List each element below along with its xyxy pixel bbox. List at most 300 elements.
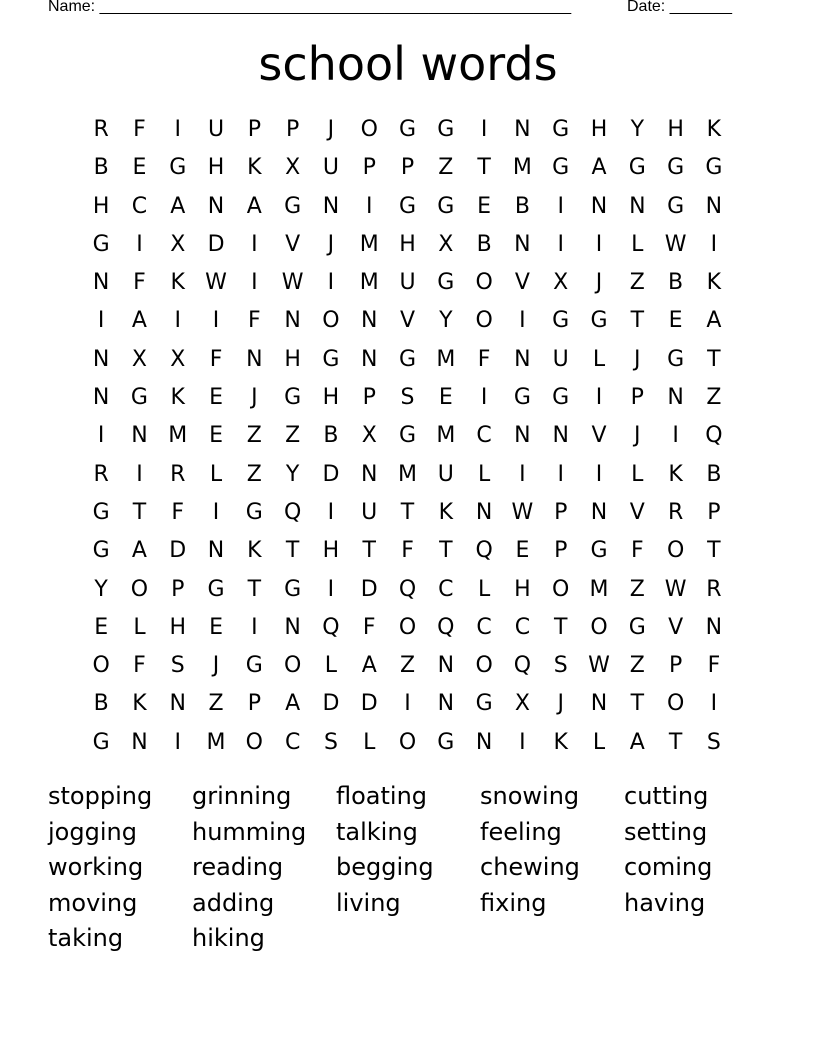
grid-letter[interactable]: N — [590, 499, 608, 525]
grid-letter[interactable]: S — [170, 653, 185, 679]
grid-letter[interactable]: F — [171, 499, 185, 525]
grid-letter[interactable]: I — [480, 385, 488, 411]
grid-letter[interactable]: G — [92, 499, 110, 525]
grid-letter[interactable]: E — [132, 155, 147, 181]
grid-letter[interactable]: B — [323, 423, 339, 449]
grid-letter[interactable]: U — [207, 117, 225, 142]
grid-letter[interactable]: D — [322, 461, 340, 487]
grid-letter[interactable]: V — [629, 499, 645, 525]
grid-letter[interactable]: E — [209, 614, 223, 640]
grid-letter[interactable]: T — [247, 576, 262, 602]
grid-letter[interactable]: Q — [705, 423, 723, 449]
grid-letter[interactable]: N — [514, 346, 531, 372]
grid-letter[interactable]: W — [664, 576, 687, 602]
grid-letter[interactable]: H — [399, 231, 416, 257]
grid-letter[interactable]: U — [552, 346, 569, 372]
grid-letter[interactable]: I — [327, 576, 335, 602]
grid-letter[interactable]: O — [590, 614, 608, 640]
grid-letter[interactable]: P — [554, 538, 568, 564]
grid-letter[interactable]: G — [437, 117, 455, 142]
grid-letter[interactable]: O — [283, 653, 302, 679]
grid-letter[interactable]: K — [668, 461, 683, 487]
grid-letter[interactable]: F — [133, 270, 146, 296]
grid-letter[interactable]: O — [666, 691, 685, 717]
grid-letter[interactable]: E — [209, 423, 223, 449]
grid-letter[interactable]: N — [667, 385, 684, 411]
grid-letter[interactable]: Q — [437, 614, 455, 640]
grid-letter[interactable]: S — [323, 729, 338, 755]
grid-letter[interactable]: F — [248, 308, 261, 334]
grid-letter[interactable]: U — [399, 270, 416, 296]
grid-letter[interactable]: N — [246, 346, 263, 372]
grid-letter[interactable]: I — [519, 729, 526, 755]
grid-letter[interactable]: R — [170, 461, 186, 487]
grid-letter[interactable]: D — [169, 538, 187, 564]
grid-letter[interactable]: S — [706, 729, 721, 755]
grid-letter[interactable]: G — [437, 729, 455, 755]
grid-letter[interactable]: G — [552, 117, 570, 142]
grid-letter[interactable]: A — [285, 691, 301, 717]
grid-letter[interactable]: O — [475, 308, 493, 334]
grid-letter[interactable]: X — [514, 691, 530, 717]
grid-letter[interactable]: L — [363, 729, 376, 755]
grid-letter[interactable]: I — [212, 308, 220, 334]
grid-letter[interactable]: G — [667, 346, 685, 372]
grid-letter[interactable]: K — [706, 270, 722, 296]
grid-letter[interactable]: C — [438, 576, 454, 602]
grid-letter[interactable]: N — [705, 614, 723, 640]
grid-letter[interactable]: B — [706, 461, 722, 487]
grid-letter[interactable]: V — [514, 270, 530, 296]
grid-letter[interactable]: G — [284, 193, 302, 219]
grid-letter[interactable]: N — [590, 691, 608, 717]
grid-letter[interactable]: X — [285, 155, 301, 181]
word-list-item: humming — [192, 817, 307, 846]
grid-letter[interactable]: K — [438, 499, 454, 525]
grid-letter[interactable]: I — [480, 117, 488, 142]
grid-letter[interactable]: N — [705, 193, 723, 219]
grid-letter[interactable]: U — [361, 499, 378, 525]
grid-letter[interactable]: N — [284, 308, 301, 334]
grid-letter[interactable]: Z — [629, 576, 645, 602]
grid-letter[interactable]: G — [398, 117, 417, 142]
grid-letter[interactable]: A — [361, 653, 377, 679]
grid-letter[interactable]: N — [284, 614, 301, 640]
grid-letter[interactable]: N — [475, 729, 493, 755]
grid-letter[interactable]: H — [169, 614, 187, 640]
grid-letter[interactable]: I — [136, 231, 143, 257]
grid-letter[interactable]: H — [207, 155, 225, 181]
grid-letter[interactable]: P — [668, 653, 683, 679]
grid-letter[interactable]: Q — [513, 653, 532, 679]
grid-letter[interactable]: N — [437, 653, 455, 679]
grid-letter[interactable]: R — [706, 576, 722, 602]
grid-letter[interactable]: Y — [285, 461, 300, 487]
grid-letter[interactable]: D — [360, 576, 378, 602]
grid-letter[interactable]: P — [171, 576, 185, 602]
grid-letter[interactable]: I — [519, 308, 526, 334]
grid-letter[interactable]: E — [209, 385, 223, 411]
grid-letter[interactable]: J — [251, 385, 258, 411]
grid-letter[interactable]: Z — [246, 461, 262, 487]
grid-letter[interactable]: G — [284, 576, 302, 602]
grid-letter[interactable]: J — [212, 653, 220, 679]
grid-letter[interactable]: Y — [630, 117, 645, 142]
grid-letter[interactable]: F — [209, 346, 223, 372]
grid-letter[interactable]: Z — [629, 270, 645, 296]
grid-letter[interactable]: G — [169, 155, 187, 181]
grid-letter[interactable]: Z — [706, 385, 722, 411]
grid-letter[interactable]: G — [92, 729, 110, 755]
word-list-item: fixing — [480, 888, 547, 917]
grid-letter[interactable]: I — [595, 385, 603, 411]
grid-letter[interactable]: L — [592, 729, 606, 755]
grid-letter[interactable]: P — [285, 117, 300, 142]
grid-letter[interactable]: C — [476, 423, 492, 449]
grid-letter[interactable]: H — [590, 117, 608, 142]
grid-letter[interactable]: J — [327, 231, 335, 257]
grid-letter[interactable]: C — [131, 193, 148, 219]
grid-letter[interactable]: I — [557, 231, 564, 257]
grid-letter[interactable]: K — [706, 117, 722, 142]
grid-letter[interactable]: X — [170, 231, 186, 257]
grid-letter[interactable]: I — [672, 423, 679, 449]
grid-letter[interactable]: F — [133, 117, 146, 142]
grid-letter[interactable]: M — [436, 423, 456, 449]
grid-letter[interactable]: H — [667, 117, 684, 142]
grid-letter[interactable]: K — [170, 270, 185, 296]
grid-letter[interactable]: N — [92, 385, 110, 411]
grid-letter[interactable]: E — [515, 538, 530, 564]
grid-letter[interactable]: I — [557, 193, 564, 219]
grid-letter[interactable]: Z — [438, 155, 454, 181]
grid-letter[interactable]: O — [92, 653, 110, 679]
grid-letter[interactable]: M — [589, 576, 609, 602]
grid-letter[interactable]: Q — [322, 614, 340, 640]
name-field[interactable] — [48, 0, 571, 16]
grid-letter[interactable]: I — [251, 231, 258, 257]
grid-letter[interactable]: Z — [629, 653, 645, 679]
grid-letter[interactable]: E — [438, 385, 453, 411]
grid-letter[interactable]: P — [362, 385, 376, 411]
grid-letter[interactable]: J — [595, 270, 603, 296]
grid-letter[interactable]: V — [285, 231, 301, 257]
grid-letter[interactable]: G — [590, 308, 608, 334]
name-label: Name: — [48, 0, 96, 15]
grid-letter[interactable]: J — [557, 691, 564, 717]
grid-letter[interactable]: N — [169, 691, 186, 717]
grid-letter[interactable]: X — [438, 231, 454, 257]
grid-letter[interactable]: U — [437, 461, 454, 487]
grid-letter[interactable]: K — [247, 538, 262, 564]
grid-letter[interactable]: W — [281, 270, 304, 296]
grid-letter[interactable]: G — [92, 538, 110, 564]
grid-letter[interactable]: I — [212, 499, 220, 525]
grid-letter[interactable]: I — [557, 461, 564, 487]
grid-letter[interactable]: O — [360, 117, 378, 142]
grid-letter[interactable]: M — [436, 346, 456, 372]
word-list-item: snowing — [480, 782, 580, 810]
grid-letter[interactable]: T — [707, 346, 721, 372]
grid-letter[interactable]: G — [398, 423, 417, 449]
grid-letter[interactable]: G — [552, 155, 570, 181]
grid-letter[interactable]: G — [667, 155, 685, 181]
grid-letter[interactable]: T — [132, 499, 147, 525]
grid-letter[interactable]: U — [322, 155, 339, 181]
grid-letter[interactable]: X — [361, 423, 377, 449]
grid-letter[interactable]: T — [630, 691, 645, 717]
grid-letter[interactable]: B — [668, 270, 684, 296]
grid-letter[interactable]: P — [707, 499, 721, 525]
grid-letter[interactable]: E — [668, 308, 683, 334]
grid-letter[interactable]: X — [553, 270, 569, 296]
grid-letter[interactable]: Z — [246, 423, 262, 449]
grid-letter[interactable]: O — [666, 538, 685, 564]
grid-letter[interactable]: A — [706, 308, 722, 334]
grid-letter[interactable]: A — [629, 729, 645, 755]
grid-letter[interactable]: O — [398, 614, 417, 640]
grid-letter[interactable]: J — [327, 117, 335, 142]
name-blank[interactable]: _____________________________________________________ — [99, 0, 572, 15]
grid-letter[interactable]: Q — [398, 576, 417, 602]
grid-letter[interactable]: B — [93, 155, 109, 181]
grid-letter[interactable]: I — [97, 423, 105, 449]
grid-letter[interactable]: Z — [399, 653, 416, 679]
grid-letter[interactable]: L — [477, 576, 491, 602]
grid-letter[interactable]: P — [630, 385, 644, 411]
grid-letter[interactable]: D — [207, 231, 225, 257]
grid-letter[interactable]: L — [477, 461, 491, 487]
grid-letter[interactable]: V — [399, 308, 416, 334]
grid-letter[interactable]: B — [514, 193, 530, 219]
grid-letter[interactable]: R — [667, 499, 684, 525]
grid-letter[interactable]: D — [360, 691, 378, 717]
grid-letter[interactable]: L — [592, 346, 606, 372]
word-list-item: moving — [48, 888, 138, 917]
grid-letter[interactable]: C — [284, 729, 301, 755]
grid-letter[interactable]: C — [476, 614, 492, 640]
grid-letter[interactable]: N — [207, 538, 225, 564]
grid-letter[interactable]: H — [322, 385, 340, 411]
grid-letter[interactable]: G — [207, 576, 225, 602]
grid-letter[interactable]: N — [629, 193, 646, 219]
grid-letter[interactable]: M — [359, 231, 379, 257]
grid-letter[interactable]: N — [514, 423, 531, 449]
grid-letter[interactable]: I — [595, 461, 603, 487]
grid-letter[interactable]: S — [400, 385, 415, 411]
grid-letter[interactable]: G — [552, 308, 570, 334]
grid-letter[interactable]: N — [322, 193, 340, 219]
grid-letter[interactable]: G — [245, 499, 263, 525]
grid-letter[interactable]: G — [590, 538, 608, 564]
grid-letter[interactable]: L — [209, 461, 223, 487]
grid-letter[interactable]: F — [133, 653, 146, 679]
grid-letter[interactable]: G — [705, 155, 723, 181]
grid-letter[interactable]: N — [92, 346, 110, 372]
grid-letter[interactable]: N — [92, 270, 110, 296]
grid-letter[interactable]: I — [251, 614, 258, 640]
grid-letter[interactable]: T — [400, 499, 415, 525]
grid-letter[interactable]: W — [588, 653, 610, 679]
grid-letter[interactable]: Y — [439, 308, 453, 334]
grid-letter[interactable]: L — [631, 461, 644, 487]
grid-letter[interactable]: X — [131, 346, 147, 372]
grid-letter[interactable]: O — [130, 576, 149, 602]
grid-letter[interactable]: N — [590, 193, 608, 219]
grid-letter[interactable]: M — [168, 423, 188, 449]
grid-letter[interactable]: K — [170, 385, 185, 411]
grid-letter[interactable]: M — [398, 461, 418, 487]
grid-letter[interactable]: M — [512, 155, 532, 181]
grid-letter[interactable]: I — [595, 231, 603, 257]
grid-letter[interactable]: A — [131, 538, 147, 564]
grid-letter[interactable]: H — [322, 538, 340, 564]
grid-letter[interactable]: X — [170, 346, 186, 372]
grid-letter[interactable]: A — [131, 308, 147, 334]
grid-letter[interactable]: I — [97, 308, 105, 334]
grid-letter[interactable]: I — [174, 729, 181, 755]
grid-letter[interactable]: I — [519, 461, 526, 487]
date-field[interactable] — [627, 0, 732, 16]
grid-letter[interactable]: W — [205, 270, 227, 296]
word-list-item: jogging — [48, 817, 137, 846]
grid-letter[interactable]: G — [475, 691, 493, 717]
grid-letter[interactable]: H — [514, 576, 531, 602]
grid-letter[interactable]: N — [437, 691, 455, 717]
grid-letter[interactable]: E — [477, 193, 492, 219]
grid-letter[interactable]: I — [251, 270, 258, 296]
grid-letter[interactable]: C — [514, 614, 531, 640]
grid-letter[interactable]: J — [634, 346, 641, 372]
grid-letter[interactable]: G — [245, 653, 263, 679]
grid-letter[interactable]: G — [284, 385, 302, 411]
grid-letter[interactable]: G — [398, 346, 417, 372]
grid-letter[interactable]: T — [439, 538, 453, 564]
grid-letter[interactable]: G — [437, 193, 455, 219]
grid-letter[interactable]: G — [628, 614, 646, 640]
grid-letter[interactable]: W — [664, 231, 687, 257]
grid-letter[interactable]: T — [477, 155, 491, 181]
grid-letter[interactable]: I — [136, 461, 143, 487]
grid-letter[interactable]: N — [131, 729, 148, 755]
grid-letter[interactable]: G — [628, 155, 646, 181]
grid-letter[interactable]: G — [92, 231, 110, 257]
grid-letter[interactable]: A — [170, 193, 186, 219]
grid-letter[interactable]: A — [246, 193, 262, 219]
grid-letter[interactable]: T — [285, 538, 300, 564]
grid-letter[interactable]: K — [247, 155, 262, 181]
grid-letter[interactable]: Z — [285, 423, 301, 449]
grid-letter[interactable]: L — [324, 653, 338, 679]
grid-letter[interactable]: S — [553, 653, 568, 679]
grid-letter[interactable]: V — [668, 614, 684, 640]
grid-letter[interactable]: I — [404, 691, 411, 717]
grid-letter[interactable]: N — [475, 499, 493, 525]
grid-letter[interactable]: G — [130, 385, 148, 411]
grid-letter[interactable]: G — [552, 385, 570, 411]
grid-letter[interactable]: I — [174, 308, 181, 334]
grid-letter[interactable]: N — [552, 423, 569, 449]
grid-letter[interactable]: A — [591, 155, 607, 181]
grid-letter[interactable]: K — [132, 691, 147, 717]
grid-letter[interactable]: T — [553, 614, 568, 640]
grid-letter[interactable]: H — [92, 193, 110, 219]
grid-letter[interactable]: I — [327, 270, 335, 296]
grid-letter[interactable]: O — [398, 729, 417, 755]
grid-letter[interactable]: F — [630, 538, 644, 564]
grid-letter[interactable]: G — [667, 193, 685, 219]
grid-letter[interactable]: K — [553, 729, 568, 755]
grid-letter[interactable]: E — [94, 614, 109, 640]
grid-letter[interactable]: Y — [94, 576, 108, 602]
grid-letter[interactable]: L — [631, 231, 644, 257]
grid-letter[interactable]: G — [322, 346, 340, 372]
grid-letter[interactable]: L — [133, 614, 146, 640]
grid-letter[interactable]: G — [513, 385, 531, 411]
word-list-item: setting — [624, 817, 708, 846]
grid-letter[interactable]: N — [360, 461, 378, 487]
grid-letter[interactable]: B — [93, 691, 109, 717]
grid-letter[interactable]: I — [365, 193, 373, 219]
date-blank[interactable]: _______ — [669, 0, 732, 15]
grid-letter[interactable]: O — [552, 576, 570, 602]
grid-letter[interactable]: P — [400, 155, 415, 181]
grid-letter[interactable]: P — [247, 117, 261, 142]
grid-letter[interactable]: H — [284, 346, 301, 372]
grid-letter[interactable]: T — [668, 729, 683, 755]
grid-letter[interactable]: O — [322, 308, 340, 334]
grid-letter[interactable]: B — [476, 231, 492, 257]
grid-letter[interactable]: N — [131, 423, 148, 449]
grid-letter[interactable]: Q — [283, 499, 302, 525]
grid-letter[interactable]: O — [475, 270, 493, 296]
grid-letter[interactable]: Z — [208, 691, 224, 717]
grid-letter[interactable]: I — [327, 499, 335, 525]
grid-letter[interactable]: N — [360, 346, 378, 372]
grid-letter[interactable]: I — [710, 691, 718, 717]
grid-letter[interactable]: T — [630, 308, 645, 334]
grid-letter[interactable]: G — [398, 193, 417, 219]
grid-letter[interactable]: I — [174, 117, 181, 142]
grid-letter[interactable]: N — [514, 231, 531, 257]
grid-letter[interactable]: N — [207, 193, 225, 219]
grid-letter[interactable]: I — [710, 231, 718, 257]
grid-letter[interactable]: V — [591, 423, 607, 449]
grid-letter[interactable]: P — [554, 499, 568, 525]
grid-letter[interactable]: O — [475, 653, 493, 679]
grid-letter[interactable]: F — [707, 653, 721, 679]
grid-letter[interactable]: O — [245, 729, 263, 755]
grid-letter[interactable]: D — [322, 691, 340, 717]
grid-letter[interactable]: N — [360, 308, 378, 334]
grid-letter[interactable]: P — [247, 691, 261, 717]
grid-letter[interactable]: M — [359, 270, 379, 296]
grid-letter[interactable]: T — [362, 538, 376, 564]
grid-letter[interactable]: Q — [475, 538, 493, 564]
grid-letter[interactable]: R — [93, 461, 109, 487]
grid-letter[interactable]: G — [437, 270, 455, 296]
grid-letter[interactable]: T — [707, 538, 721, 564]
grid-letter[interactable]: N — [514, 117, 531, 142]
grid-letter[interactable]: M — [206, 729, 226, 755]
grid-letter[interactable]: W — [511, 499, 534, 525]
grid-letter[interactable]: R — [93, 117, 109, 142]
grid-letter[interactable]: P — [362, 155, 376, 181]
grid-letter[interactable]: F — [362, 614, 376, 640]
grid-letter[interactable]: F — [401, 538, 414, 564]
grid-letter[interactable]: F — [477, 346, 491, 372]
grid-letter[interactable]: J — [634, 423, 641, 449]
